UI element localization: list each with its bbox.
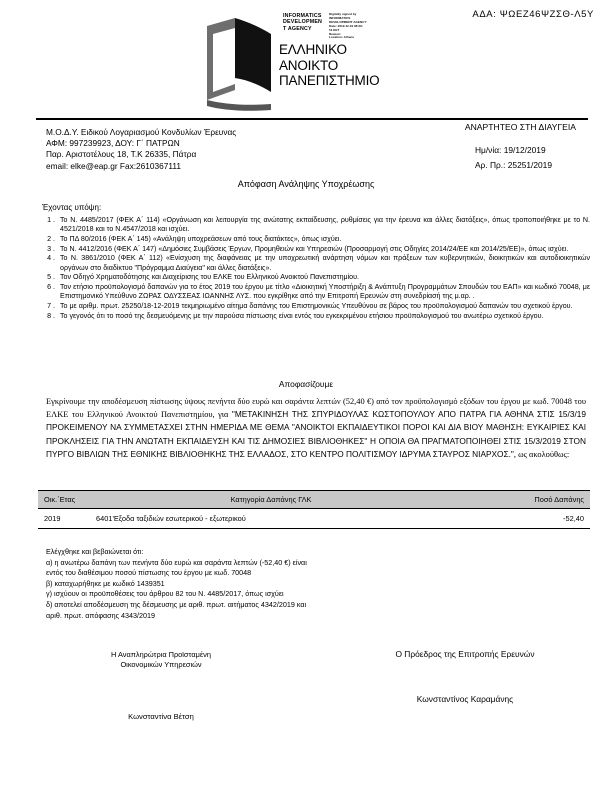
signature-left-title-line-1: Η Αναπληρώτρια Προϊσταμένη <box>111 650 211 659</box>
decision-part-1: Εγκρίνουμε την αποδέσμευση πίστωσης ύψους πενήντα δύο ευρώ και σαράντα λεπτών (52,40 €) από τον προϋπολογισμό εξόδων του έργου με κωδ. 70048 του ΕΛΚΕ του Ελληνικού Ανοικτού Πανεπιστημίου, για <box>46 397 586 420</box>
signature-left-title-line-2: Οικονομικών Υπηρεσιών <box>120 660 202 670</box>
list-item <box>44 312 590 321</box>
clause-text: Το Ν. 3861/2010 (ΦΕΚ Α΄ 112) «Ενίσχυση της διαφάνειας με την υποχρεωτική ανάρτηση νόμων και πράξεων των κυβερνητικών, διοικητικών και αυτοδιοικητικών οργάνων στο διαδίκτυο "Πρόγραμμα Διαύγεια" και άλλες διατάξεις». <box>60 254 590 272</box>
verification-intro: Ελέγχθηκε και βεβαιώνεται ότι: <box>46 547 144 556</box>
clause-text: Τον Οδηγό Χρηματοδότησης και Διαχείρισης του ΕΛΚΕ του Ελληνικού Ανοικτού Πανεπιστημίου. <box>60 273 359 282</box>
ida-agency-name <box>283 13 329 32</box>
signature-left-title <box>66 650 256 671</box>
cell-year: 2019 <box>38 509 90 529</box>
table-row <box>38 509 590 529</box>
logo-line-2: ΑΝΟΙΚΤΟ <box>279 57 339 73</box>
decision-quote: "ΜΕΤΑΚΙΝΗΣΗ ΤΗΣ ΣΠΥΡΙΔΟΥΛΑΣ ΚΩΣΤΟΠΟΥΛΟΥ ΑΠΟ ΠΑΤΡΑ ΓΙΑ ΑΘΗΝΑ ΣΤΙΣ 15/3/19 ΠΡΟΚΕΙΜΕΝΟΥ ΝΑ ΣΥΜΜΕΤΑΣΧΕΙ ΣΤΗΝ ΗΜΕΡΙΔΑ ΜΕ ΘΕΜΑ "ΑΝΟΙΚΤΟΙ ΕΚΠΑΙΔΕΥΤΙΚΟΙ ΠΟΡΟΙ ΚΑΙ ΔΙΑ ΒΙΟΥ ΜΑΘΗΣΗ: ΕΥΚΑΙΡΙΕΣ ΚΑΙ ΠΡΟΚΛΗΣΕΙΣ ΓΙΑ ΤΗΝ ΑΝΩΤΑΤΗ ΕΚΠΑΙΔΕΥΣΗ ΚΑΙ ΤΙΣ ΔΗΜΟΣΙΕΣ ΒΙΒΛΙΟΘΗΚΕΣ" Η ΟΠΟΙΑ ΘΑ ΠΡΑΓΜΑΤΟΠΟΙΗΘΕΙ ΣΤΙΣ 15/3/2019 ΣΤΟΝ ΠΥΡΓΟ ΒΙΒΛΙΩΝ ΤΗΣ ΕΘΝΙΚΗΣ ΒΙΒΛΙΟΘΗΚΗΣ ΤΗΣ ΕΛΛΑΔΟΣ, ΣΤΟ ΚΕΝΤΡΟ ΠΟΛΙΤΙΣΜΟΥ ΙΔΡΥΜΑ ΣΤΑΥΡΟΣ ΝΙΑΡΧΟΣ." <box>46 409 586 459</box>
clause-number: 6 . <box>47 283 55 292</box>
ida-agency-line-3: T AGENCY <box>283 25 312 32</box>
sender-line-3: Παρ. Αριστοτέλους 18, Τ.Κ 26335, Πάτρα <box>46 149 197 160</box>
logo-line-1: ΕΛΛΗΝΙΚΟ <box>279 42 347 57</box>
clause-text: Το ΠΔ 80/2016 (ΦΕΚ Α΄ 145) «Ανάληψη υποχρεάσεων από τους διατάκτες», όπως ισχύει. <box>60 234 342 243</box>
clause-number: 5 . <box>47 273 55 282</box>
signature-right-title: Ο Πρόεδρος της Επιτροπής Ερευνών <box>395 649 535 659</box>
clause-number: 7 . <box>47 302 55 311</box>
clause-text: Το Ν. 4412/2016 (ΦΕΚ Α΄ 147) «Δημόσιες Συμβάσεις Έργων, Προμηθειών και Υπηρεσιών (Προσαρμογή στις Οδηγίες 2014/24/ΕΕ και 2014/25/ΕΕ)», όπως ισχύει. <box>60 244 569 253</box>
legal-clauses-list <box>44 216 590 321</box>
ada-code: ΑΔΑ: ΨΩΕΖ46ΨΖΣΘ-Λ5Υ <box>472 9 594 20</box>
verification-item: εντός του διαθέσιμου ποσού πίστωσης του έργου με κωδ. 70048 <box>46 568 252 578</box>
list-item <box>44 216 590 235</box>
decision-paragraph <box>46 396 586 461</box>
cell-category: 6401'Εξοδα ταξιδιών εσωτερικού - εξωτερικού <box>90 509 452 529</box>
ida-agency-line-2: DEVELOPMEN <box>283 19 323 26</box>
preamble-heading: Έχοντας υπόψη: <box>42 203 102 212</box>
verification-item: β) καταχωρήθηκε με κωδικό 1439351 <box>46 578 165 588</box>
ida-sig-line-6: Reason: <box>329 31 342 36</box>
list-item <box>44 235 590 244</box>
list-item <box>44 245 590 254</box>
logo-line-3: ΠΑΝΕΠΙΣΤΗΜΙΟ <box>279 73 380 88</box>
ida-sig-line-2: INFORMATICS <box>329 15 351 20</box>
clause-text: Το με αριθμ. πρωτ. 25250/18-12-2019 τεκμηριωμένο αίτημα δαπάνης του Επιστημονικώς Υπευθύνου σε βάρος του προϋπολογισμού δαπανών του σχετικού έργου. <box>60 302 573 311</box>
clause-number: 2 . <box>47 234 55 243</box>
column-header-category: Κατηγορία Δαπάνης ΓΛΚ <box>90 491 452 509</box>
verification-item: δ) αποτελεί αποδέσμευση της δέσμευσης με αριθ. πρωτ. αιτήματος 4342/2019 και <box>46 599 307 609</box>
clause-number: 4 . <box>47 254 55 263</box>
list-item <box>44 254 590 273</box>
expense-table <box>38 490 590 529</box>
ida-sig-line-7: Location: Athens <box>329 35 355 40</box>
document-subject: Απόφαση Ανάληψης Υποχρέωσης <box>237 179 375 189</box>
list-item <box>44 283 590 302</box>
table-header-row <box>38 491 590 509</box>
decision-heading: Αποφασίζουμε <box>278 379 334 389</box>
open-book-logo-icon <box>205 12 277 112</box>
verification-item: αριθ. πρωτ. απόφασης 4343/2019 <box>46 610 156 620</box>
list-item <box>44 302 590 311</box>
verification-item: γ) ισχύουν οι προϋποθέσεις του άρθρου 82 του Ν. 4485/2017, όπως ισχύει <box>46 589 284 599</box>
ida-sig-line-5: 51 EET <box>329 27 340 32</box>
digital-signature-stamp <box>283 13 371 55</box>
list-item <box>44 273 590 282</box>
ida-agency-line-1: INFORMATICS <box>283 13 322 19</box>
verification-block <box>46 547 466 621</box>
ida-sig-line-3: DEVELOPMENT AGENCY <box>329 19 367 24</box>
document-date: Ημ/νία: 19/12/2019 <box>474 145 546 155</box>
sender-line-4: email: elke@eap.gr Fax:2610367111 <box>46 160 181 171</box>
sender-block <box>46 127 236 172</box>
publication-notice: ΑΝΑΡΤΗΤΕΟ ΣΤΗ ΔΙΑΥΓΕΙΑ <box>464 122 576 132</box>
clause-number: 1 . <box>47 216 55 224</box>
signature-left-name: Κωνσταντίνα Βέτση <box>128 712 194 721</box>
clause-text: Το Ν. 4485/2017 (ΦΕΚ Α΄ 114) «Οργάνωση και λειτουργία της ανώτατης εκπαίδευσης, ρυθμίσεις για την έρευνα και άλλες διατάξεις», όπως τροποποιήθηκε με το Ν. 4521/2018 και το Ν.4547/2018 και ισχύει. <box>60 216 590 234</box>
ida-sig-line-1: Digitally signed by <box>329 13 357 16</box>
decision-part-2: , ως ακολούθως: <box>513 449 570 459</box>
sender-line-1: Μ.Ο.Δ.Υ. Ειδικού Λογαριασμού Κονδυλίων Έρευνας <box>46 127 237 137</box>
ida-signature-details <box>329 13 369 40</box>
signature-right-name: Κωνσταντίνος Καραμάνης <box>416 694 514 704</box>
cell-amount: -52,40 <box>452 509 590 529</box>
clause-text: Το γεγονός ότι το ποσό της δεσμευόμενης με την παρούσα πίστωσης είναι εντός του εγκεκριμένου ετήσιου προϋπολογισμού του ανωτέρω σχετικού έργου. <box>60 311 544 320</box>
clause-text: Τον ετήσιο προϋπολογισμό δαπανών για το έτος 2019 του έργου με τίτλο «Διοικητική Υποστήριξη & Ανάπτυξη Προγραμμάτων Σπουδών του ΕΑΠ» και κωδικό 70048, με Επιστημονικό Υπεύθυνο ΖΩΡΑΣ ΟΔΥΣΣΕΑΣ ΙΩΑΝΝΗΣ ΛΥΣ. που εγκρίθηκε από την Επιτροπή Ερευνών στη συνεδρίασή της μ.αρ. . <box>60 283 590 301</box>
ida-sig-line-4: Date: 2019.12.19 08:29: <box>329 23 363 28</box>
column-header-amount: Ποσό Δαπάνης <box>452 491 590 509</box>
verification-item: α) η ανωτέρω δαπάνη των πενήντα δύο ευρώ και σαράντα λεπτών (-52,40 €) είναι <box>46 557 307 567</box>
sender-line-2: ΑΦΜ: 997239923, ΔΟΥ: Γ΄ ΠΑΤΡΩΝ <box>46 138 180 149</box>
clause-number: 3 . <box>47 244 55 253</box>
clause-number: 8 . <box>47 311 55 320</box>
document-meta <box>475 143 552 173</box>
document-protocol: Αρ. Πρ.: 25251/2019 <box>474 160 552 170</box>
column-header-year: Οικ.΄Ετας <box>38 491 90 509</box>
header-divider <box>36 118 588 120</box>
